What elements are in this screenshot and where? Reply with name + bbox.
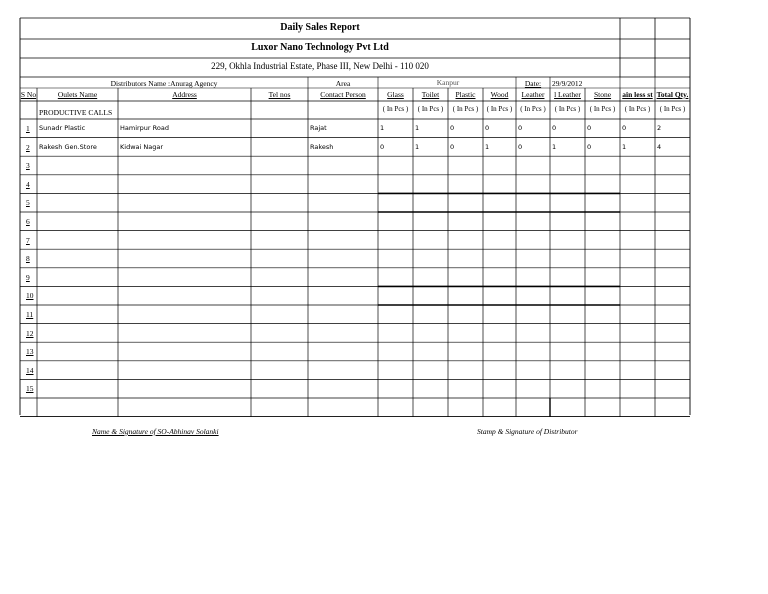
quantity-cell: 1 — [415, 124, 420, 132]
quantity-cell: 0 — [450, 124, 455, 132]
so-signature: Name & Signature of SO-Abhinav Solanki — [92, 427, 219, 436]
column-header-leather: Leather — [521, 91, 545, 99]
column-header-wood: Wood — [490, 91, 509, 99]
quantity-cell: 0 — [485, 124, 490, 132]
unit-label: ( In Pcs ) — [624, 105, 651, 113]
row-number: 6 — [26, 217, 30, 226]
quantity-cell: 0 — [450, 142, 455, 151]
quantity-cell: 0 — [587, 124, 592, 132]
row-number: 15 — [26, 384, 34, 394]
column-header-toilet: Toilet — [421, 91, 440, 99]
column-header-outlet: Oulets Name — [57, 91, 98, 99]
column-header-contact: Contact Person — [320, 91, 366, 99]
row-number: 4 — [26, 179, 30, 189]
column-header-address: Address — [172, 91, 197, 99]
outlet-name: Sunadr Plastic — [39, 124, 86, 132]
column-header-glass: Glass — [387, 91, 404, 99]
row-number: 8 — [26, 254, 30, 264]
quantity-cell: 1 — [415, 142, 420, 151]
company-address: 229, Okhla Industrial Estate, Phase III, New Delhi - 110 020 — [211, 61, 429, 71]
distributor-signature: Stamp & Signature of Distributor — [477, 427, 578, 436]
unit-label: ( In Pcs ) — [486, 105, 513, 113]
column-header-plastic: Plastic — [455, 91, 476, 99]
quantity-cell: 4 — [657, 142, 662, 151]
row-number: 10 — [26, 291, 34, 301]
quantity-cell: 1 — [380, 124, 385, 132]
row-number: 3 — [26, 161, 30, 171]
quantity-cell: 0 — [552, 124, 557, 132]
quantity-cell: 0 — [518, 142, 523, 151]
quantity-cell: 0 — [380, 142, 385, 151]
quantity-cell: 0 — [587, 142, 592, 151]
row-number: 9 — [26, 272, 30, 282]
date-label: Date: — [524, 79, 542, 88]
row-number: 12 — [26, 328, 34, 338]
productive-calls-label: PRODUCTIVE CALLS — [39, 108, 113, 117]
unit-label: ( In Pcs ) — [417, 105, 444, 113]
contact-person: Rakesh — [310, 142, 334, 151]
column-header-sno: S No — [20, 91, 37, 99]
quantity-cell: 0 — [622, 124, 627, 132]
company-name: Luxor Nano Technology Pvt Ltd — [251, 42, 389, 53]
unit-label: ( In Pcs ) — [382, 105, 409, 113]
outlet-address: Hamirpur Road — [120, 124, 169, 132]
outlet-name: Rakesh Gen.Store — [39, 142, 97, 151]
row-number: 13 — [26, 347, 34, 357]
column-header-leather2: l Leather — [554, 91, 581, 99]
unit-label: ( In Pcs ) — [520, 105, 546, 113]
unit-label: ( In Pcs ) — [659, 105, 686, 113]
quantity-cell: 2 — [657, 124, 662, 132]
column-header-stone: Stone — [593, 91, 612, 99]
column-header-stainless: ain less st — [622, 91, 653, 99]
report-title: Daily Sales Report — [280, 22, 360, 33]
row-number: 14 — [26, 365, 34, 375]
area-value: Kanpur — [436, 78, 460, 87]
quantity-cell: 1 — [485, 142, 490, 151]
quantity-cell: 0 — [518, 124, 523, 132]
distributor-name: Distributors Name :Anurag Agency — [110, 79, 218, 88]
column-header-tel: Tel nos — [268, 91, 291, 99]
area-label: Area — [335, 79, 351, 88]
date-value: 29/9/2012 — [552, 79, 583, 88]
quantity-cell: 1 — [552, 142, 557, 151]
outlet-address: Kidwai Nagar — [120, 142, 163, 151]
unit-label: ( In Pcs ) — [452, 105, 479, 113]
row-number: 7 — [26, 235, 30, 245]
quantity-cell: 1 — [622, 142, 627, 151]
row-number: 5 — [26, 198, 30, 208]
contact-person: Rajat — [310, 124, 327, 132]
unit-label: ( In Pcs ) — [554, 105, 581, 113]
row-number: 11 — [26, 310, 34, 319]
row-number: 1 — [26, 124, 30, 133]
unit-label: ( In Pcs ) — [589, 105, 616, 113]
column-header-total: Total Qty. — [656, 91, 689, 99]
row-number: 2 — [26, 142, 30, 152]
